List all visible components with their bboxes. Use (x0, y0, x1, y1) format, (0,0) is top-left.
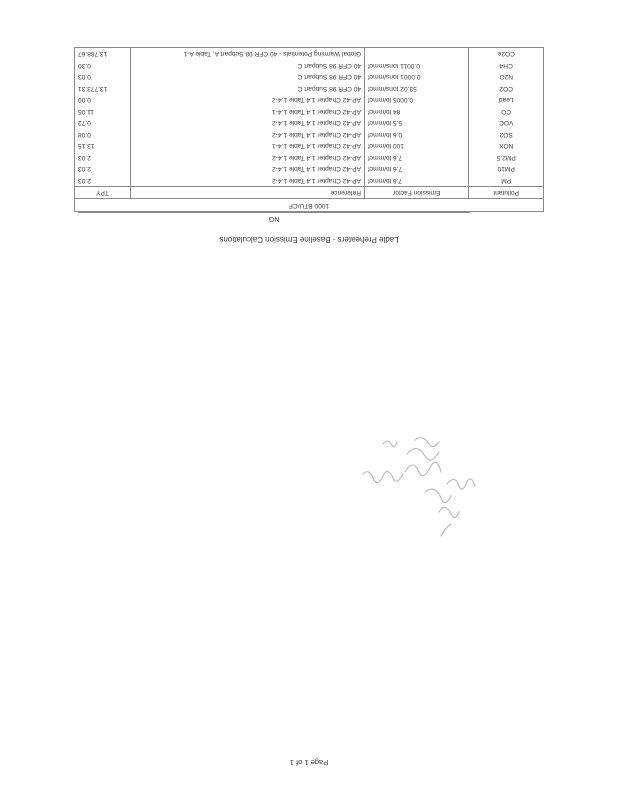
emission-factor-cell: 0.0005 lb/mmcf (365, 94, 469, 106)
reference-cell: 40 CFR 98 Subpart C (130, 71, 364, 83)
tpy-cell: 13,788.67 (75, 48, 131, 60)
reference-cell: AP-42 Chapter 1.4 Table 1.4-1 (130, 140, 364, 152)
table-row (75, 117, 544, 129)
tpy-cell: 2.03 (75, 152, 131, 164)
emission-factor-cell: 5.5 lb/mmcf (365, 117, 469, 129)
tpy-cell: 0.72 (75, 117, 131, 129)
table-row (75, 163, 544, 175)
reference-cell: 40 CFR 98 Subpart C (130, 60, 364, 72)
emission-factor-cell: 7.6 lb/mmcf (365, 175, 469, 187)
fuel-label: NG (78, 212, 470, 225)
reference-cell: AP-42 Chapter 1.4 Table 1.4-2 (130, 175, 364, 187)
reference-cell: AP-42 Chapter 1.4 Table 1.4-2 (130, 163, 364, 175)
pollutant-cell: VOC (469, 117, 544, 129)
heat-content-label: 1000 BTU/CF (75, 199, 544, 212)
emission-factor-cell: 0.6 lb/mmcf (365, 129, 469, 141)
emissions-table (74, 47, 544, 212)
pollutant-cell: CO2 (469, 83, 544, 95)
table-row (75, 106, 544, 118)
reference-cell: 40 CFR 98 Subpart C (130, 83, 364, 95)
table-row (75, 152, 544, 164)
tpy-cell: 13.15 (75, 140, 131, 152)
tpy-cell: 0.00 (75, 94, 131, 106)
col-header-reference: Reference (130, 187, 364, 200)
emission-factor-cell: 84 lb/mmcf (365, 106, 469, 118)
emission-factor-cell: 0.0001 tons/mmcf (365, 71, 469, 83)
emission-factor-cell: 53.02 tons/mmcf (365, 83, 469, 95)
tpy-cell: 11.05 (75, 106, 131, 118)
reference-cell: Global Warming Potentials - 40 CFR 98 Subpart A, Table A-1 (130, 48, 364, 60)
pollutant-cell: PM10 (469, 163, 544, 175)
table-header-row (75, 187, 544, 200)
table-row (75, 48, 544, 60)
pollutant-cell: CH4 (469, 60, 544, 72)
tpy-cell: 2.03 (75, 175, 131, 187)
emission-factor-cell (365, 48, 469, 60)
table-unit-row (75, 199, 544, 212)
table-row (75, 140, 544, 152)
tpy-cell: 0.08 (75, 129, 131, 141)
pollutant-cell: SO2 (469, 129, 544, 141)
tpy-cell: 2.03 (75, 163, 131, 175)
pollutant-cell: NOX (469, 140, 544, 152)
col-header-tpy: TPY (75, 187, 131, 200)
table-row (75, 175, 544, 187)
page-footer: Page 1 of 1 (289, 758, 329, 767)
reference-cell: AP-42 Chapter 1.4 Table 1.4-2 (130, 117, 364, 129)
reference-cell: AP-42 Chapter 1.4 Table 1.4-1 (130, 106, 364, 118)
reference-cell: AP-42 Chapter 1.4 Table 1.4-2 (130, 152, 364, 164)
pollutant-cell: PM (469, 175, 544, 187)
pollutant-cell: CO2e (469, 48, 544, 60)
handwritten-signature (355, 432, 485, 542)
table-row (75, 60, 544, 72)
document-title: Ladle Preheaters - Baseline Emission Calculations (219, 235, 399, 244)
pollutant-cell: N2O (469, 71, 544, 83)
reference-cell: AP-42 Chapter 1.4 Table 1.4-2 (130, 129, 364, 141)
emission-factor-cell: 7.6 lb/mmcf (365, 163, 469, 175)
table-row (75, 94, 544, 106)
tpy-cell: 0.03 (75, 71, 131, 83)
table-row (75, 129, 544, 141)
table-row (75, 83, 544, 95)
col-header-pollutant: Pollutant (469, 187, 544, 200)
col-header-emission-factor: Emission Factor (365, 187, 469, 200)
table-row (75, 71, 544, 83)
tpy-cell: 0.30 (75, 60, 131, 72)
pollutant-cell: CO (469, 106, 544, 118)
pollutant-cell: PM2.5 (469, 152, 544, 164)
reference-cell: AP-42 Chapter 1.4 Table 1.4-2 (130, 94, 364, 106)
pollutant-cell: Lead (469, 94, 544, 106)
emission-factor-cell: 0.0011 tons/mmcf (365, 60, 469, 72)
tpy-cell: 13,773.31 (75, 83, 131, 95)
rotated-scan-content (70, 40, 548, 245)
emission-factor-cell: 100 lb/mmcf (365, 140, 469, 152)
emission-factor-cell: 7.6 lb/mmcf (365, 152, 469, 164)
